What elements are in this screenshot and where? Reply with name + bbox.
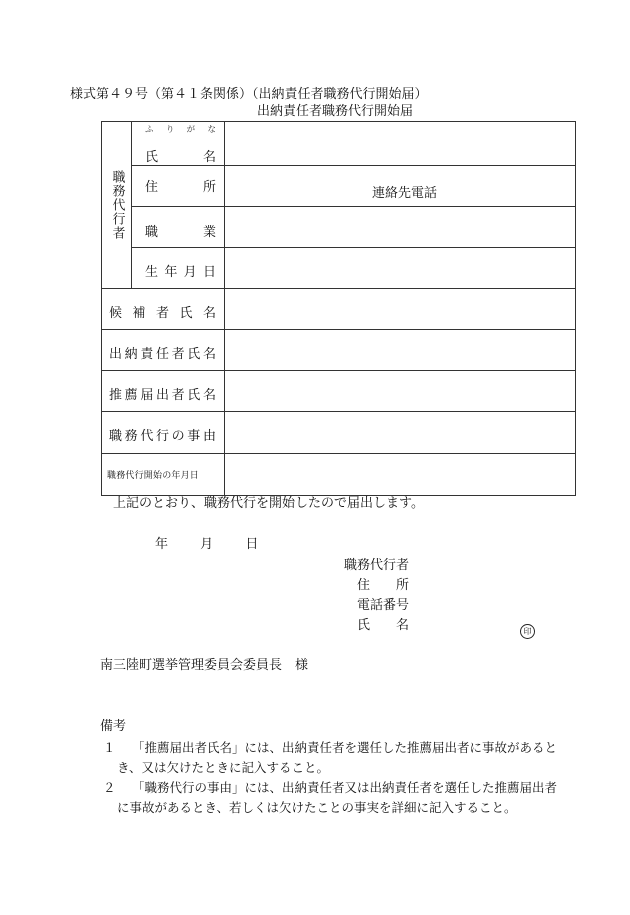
note-2-number: ２ (103, 780, 116, 795)
recommender-name-label: 推 薦 届 出 者 氏 名 (109, 388, 216, 403)
agent-address-field[interactable] (225, 166, 576, 207)
occupation-label: 職 業 (145, 225, 216, 240)
candidate-name-label: 候 補 者 氏 名 (109, 306, 216, 321)
form-title: 出納責任者職務代行開始届 (257, 104, 414, 119)
address-label-cell (132, 166, 225, 207)
furigana-label: ふ り が な (145, 125, 216, 135)
treasurer-name-field[interactable] (225, 330, 576, 371)
agent-name-field[interactable] (225, 122, 576, 166)
signer-phone-label: 電話番号 (357, 598, 410, 613)
reason-label: 職 務 代 行 の 事 由 (109, 429, 216, 444)
signer-name-label: 氏 名 (357, 618, 410, 633)
occupation-label-cell (132, 207, 225, 248)
date-month-label: 月 (200, 537, 214, 552)
note-2-line-1: 「職務代行の事由」には、出納責任者又は出納責任者を選任した推薦届出者 (132, 780, 558, 795)
agent-occupation-field[interactable] (225, 207, 576, 248)
addressee: 南三陸町選挙管理委員会委員長 様 (100, 658, 309, 673)
recommender-name-field[interactable] (225, 371, 576, 412)
signer-address-label: 住 所 (357, 578, 410, 593)
note-2-line-2: に事故があるとき、若しくは欠けたことの事実を詳細に記入すること。 (117, 800, 517, 815)
candidate-name-field[interactable] (225, 289, 576, 330)
notes-heading: 備考 (100, 719, 127, 734)
agent-group-label: 職務代行者 (109, 170, 125, 240)
seal-mark (520, 619, 535, 639)
date-day-label: 日 (245, 537, 259, 552)
note-1-line-2: き、又は欠けたときに記入すること。 (117, 760, 330, 775)
start-date-label-cell (102, 454, 225, 496)
name-label: 氏 名 (145, 150, 216, 165)
treasurer-name-label: 出 納 責 任 者 氏 名 (109, 347, 216, 362)
reason-label-cell (102, 412, 225, 454)
signer-role: 職務代行者 (344, 558, 410, 573)
birthdate-label: 生 年 月 日 (145, 265, 216, 280)
agent-birthdate-field[interactable] (225, 248, 576, 289)
start-date-label: 職務代行開始の年月日 (107, 471, 200, 481)
reason-field[interactable] (225, 412, 576, 454)
note-1-number: １ (103, 740, 116, 755)
start-date-field[interactable] (225, 454, 576, 496)
recommender-label-cell (102, 371, 225, 412)
seal-icon: 印 (520, 624, 535, 639)
address-label: 住 所 (145, 180, 216, 195)
date-line (155, 537, 258, 553)
form-table (101, 121, 576, 496)
name-label-cell (132, 122, 225, 166)
candidate-label-cell (102, 289, 225, 330)
form-number: 様式第４９号（第４１条関係）（出納責任者職務代行開始届） (70, 87, 428, 102)
note-1-line-1: 「推薦届出者氏名」には、出納責任者を選任した推薦届出者に事故があると (132, 740, 558, 755)
treasurer-label-cell (102, 330, 225, 371)
date-year-label: 年 (155, 537, 169, 552)
birthdate-label-cell (132, 248, 225, 289)
statement: 上記のとおり、職務代行を開始したので届出します。 (113, 496, 424, 511)
contact-phone-label: 連絡先電話 (372, 186, 438, 201)
agent-group-cell (102, 122, 132, 289)
